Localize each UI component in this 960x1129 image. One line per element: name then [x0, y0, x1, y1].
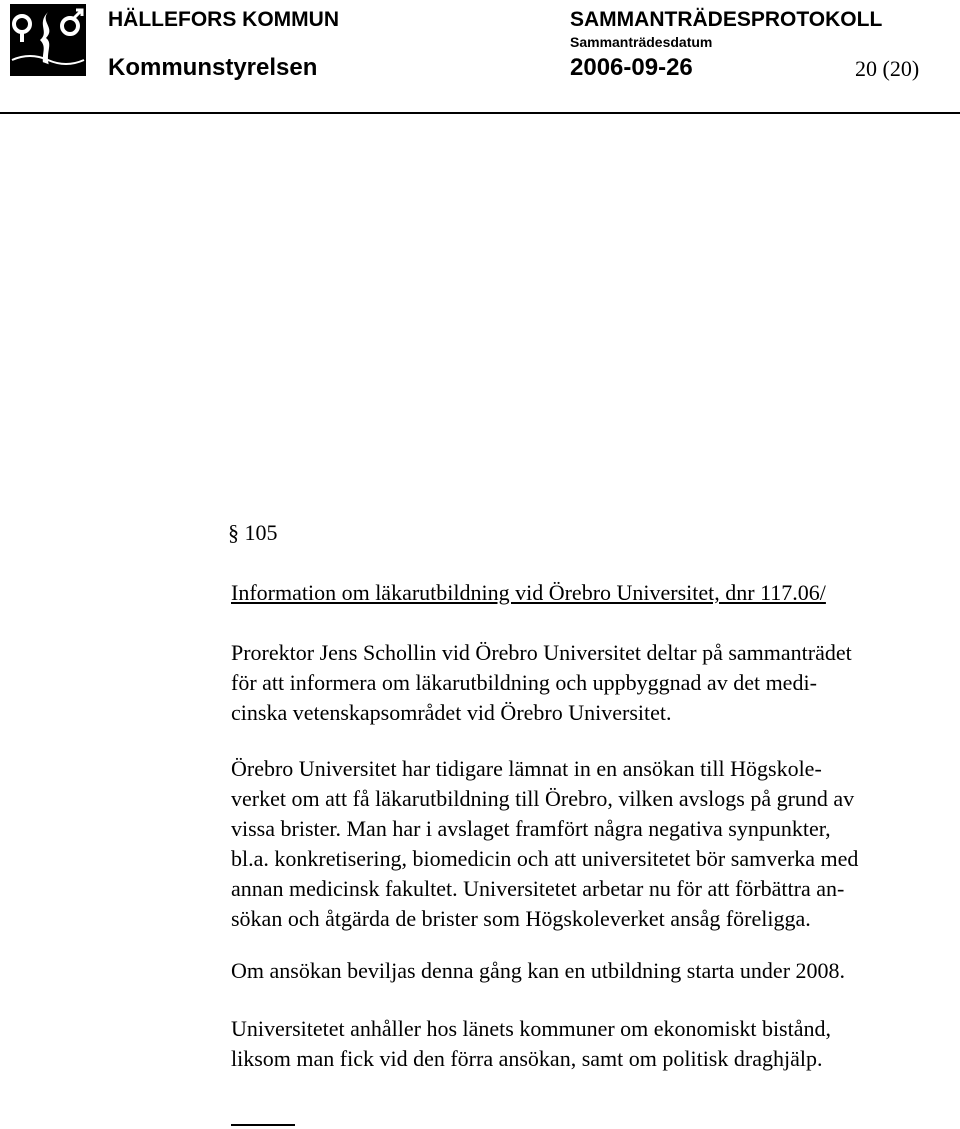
- organization-name: HÄLLEFORS KOMMUN: [108, 8, 339, 31]
- text-line: cinska vetenskapsområdet vid Örebro Universitet.: [231, 700, 672, 725]
- date-label: Sammanträdesdatum: [570, 34, 713, 50]
- text-line: Om ansökan beviljas denna gång kan en utbildning starta under 2008.: [231, 958, 846, 983]
- text-line: sökan och åtgärda de brister som Högskoleverket ansåg föreligga.: [231, 906, 811, 931]
- header-divider: [0, 112, 960, 114]
- paragraph-number: § 105: [228, 520, 278, 545]
- document-type: SAMMANTRÄDESPROTOKOLL: [570, 8, 883, 31]
- body-paragraph: [231, 638, 943, 728]
- text-line: för att informera om läkarutbildning och uppbyggnad av det medi-: [231, 670, 817, 695]
- text-line: Prorektor Jens Schollin vid Örebro Universitet deltar på sammanträdet: [231, 640, 852, 665]
- text-line: liksom man fick vid den förra ansökan, samt om politisk draghjälp.: [231, 1046, 823, 1071]
- text-line: annan medicinsk fakultet. Universitetet arbetar nu för att förbättra an-: [231, 876, 845, 901]
- text-line: vissa brister. Man har i avslaget framfört några negativa synpunkter,: [231, 816, 831, 841]
- text-line: Örebro Universitet har tidigare lämnat in en ansökan till Högskole-: [231, 756, 822, 781]
- department-name: Kommunstyrelsen: [108, 54, 318, 81]
- footer-divider: [231, 1124, 295, 1126]
- page-indicator: 20 (20): [855, 56, 920, 81]
- municipal-crest-icon: [10, 4, 86, 76]
- text-line: bl.a. konkretisering, biomedicin och att universitetet bör samverka med: [231, 846, 859, 871]
- text-line: verket om att få läkarutbildning till Örebro, vilken avslogs på grund av: [231, 786, 855, 811]
- meeting-date: 2006-09-26: [570, 54, 693, 81]
- item-subject: Information om läkarutbildning vid Örebro Universitet, dnr 117.06/: [231, 580, 826, 605]
- body-paragraph: [231, 1014, 943, 1074]
- body-paragraph: [231, 754, 943, 934]
- body-paragraph: [231, 956, 943, 986]
- text-line: Universitetet anhåller hos länets kommuner om ekonomiskt bistånd,: [231, 1016, 831, 1041]
